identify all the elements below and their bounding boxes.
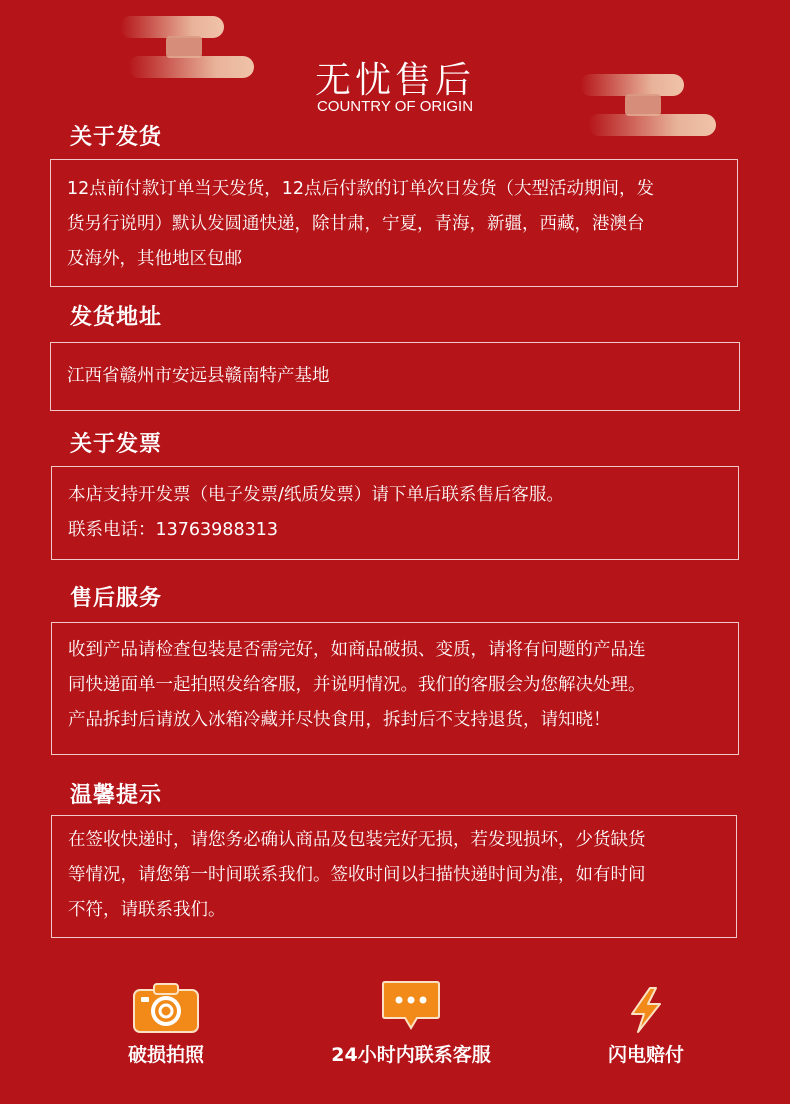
text-line: 货另行说明）默认发圆通快递，除甘肃，宁夏，青海，新疆，西藏，港澳台 bbox=[67, 214, 645, 234]
feature-label: 闪电赔付 bbox=[607, 1044, 684, 1066]
section-title-shipping: 关于发货 bbox=[70, 125, 163, 150]
feature-customer-service bbox=[311, 978, 511, 1067]
feature-damage-photo bbox=[66, 978, 266, 1067]
feature-fast-compensation bbox=[546, 978, 746, 1067]
shipping-info-box bbox=[50, 159, 738, 287]
feature-label: 破损拍照 bbox=[127, 1044, 204, 1066]
text-line: 江西省赣州市安远县赣南特产基地 bbox=[67, 366, 330, 386]
text-line: 同快递面单一起拍照发给客服，并说明情况。我们的客服会为您解决处理。 bbox=[68, 675, 646, 695]
address-box bbox=[50, 342, 740, 411]
text-line: 本店支持开发票（电子发票/纸质发票）请下单后联系售后客服。 bbox=[68, 485, 564, 505]
invoice-box bbox=[51, 466, 739, 560]
text-line: 12点前付款订单当天发货，12点后付款的订单次日发货（大型活动期间，发 bbox=[67, 179, 655, 199]
aftersales-box bbox=[51, 622, 739, 755]
text-line: 收到产品请检查包装是否需完好，如商品破损、变质，请将有问题的产品连 bbox=[68, 640, 646, 660]
section-title-invoice: 关于发票 bbox=[70, 432, 163, 457]
page-title: 无忧售后 bbox=[314, 60, 475, 101]
text-line: 等情况，请您第一时间联系我们。签收时间以扫描快递时间为准，如有时间 bbox=[68, 865, 646, 885]
tips-box bbox=[51, 815, 737, 938]
text-line: 不符，请联系我们。 bbox=[68, 900, 226, 920]
lightning-icon bbox=[546, 978, 746, 1034]
text-line: 及海外，其他地区包邮 bbox=[67, 249, 242, 269]
feature-label: 24小时内联系客服 bbox=[331, 1044, 491, 1066]
section-title-aftersales: 售后服务 bbox=[70, 586, 163, 611]
text-line: 产品拆封后请放入冰箱冷藏并尽快食用，拆封后不支持退货，请知晓！ bbox=[68, 710, 611, 730]
contact-phone: 联系电话：13763988313 bbox=[68, 520, 278, 540]
page-subtitle: COUNTRY OF ORIGIN bbox=[316, 98, 474, 115]
section-title-address: 发货地址 bbox=[70, 305, 163, 330]
text-line: 在签收快递时，请您务必确认商品及包装完好无损，若发现损坏，少货缺货 bbox=[68, 830, 646, 850]
section-title-tips: 温馨提示 bbox=[70, 783, 163, 808]
camera-icon bbox=[66, 978, 266, 1034]
chat-bubble-icon bbox=[311, 978, 511, 1034]
